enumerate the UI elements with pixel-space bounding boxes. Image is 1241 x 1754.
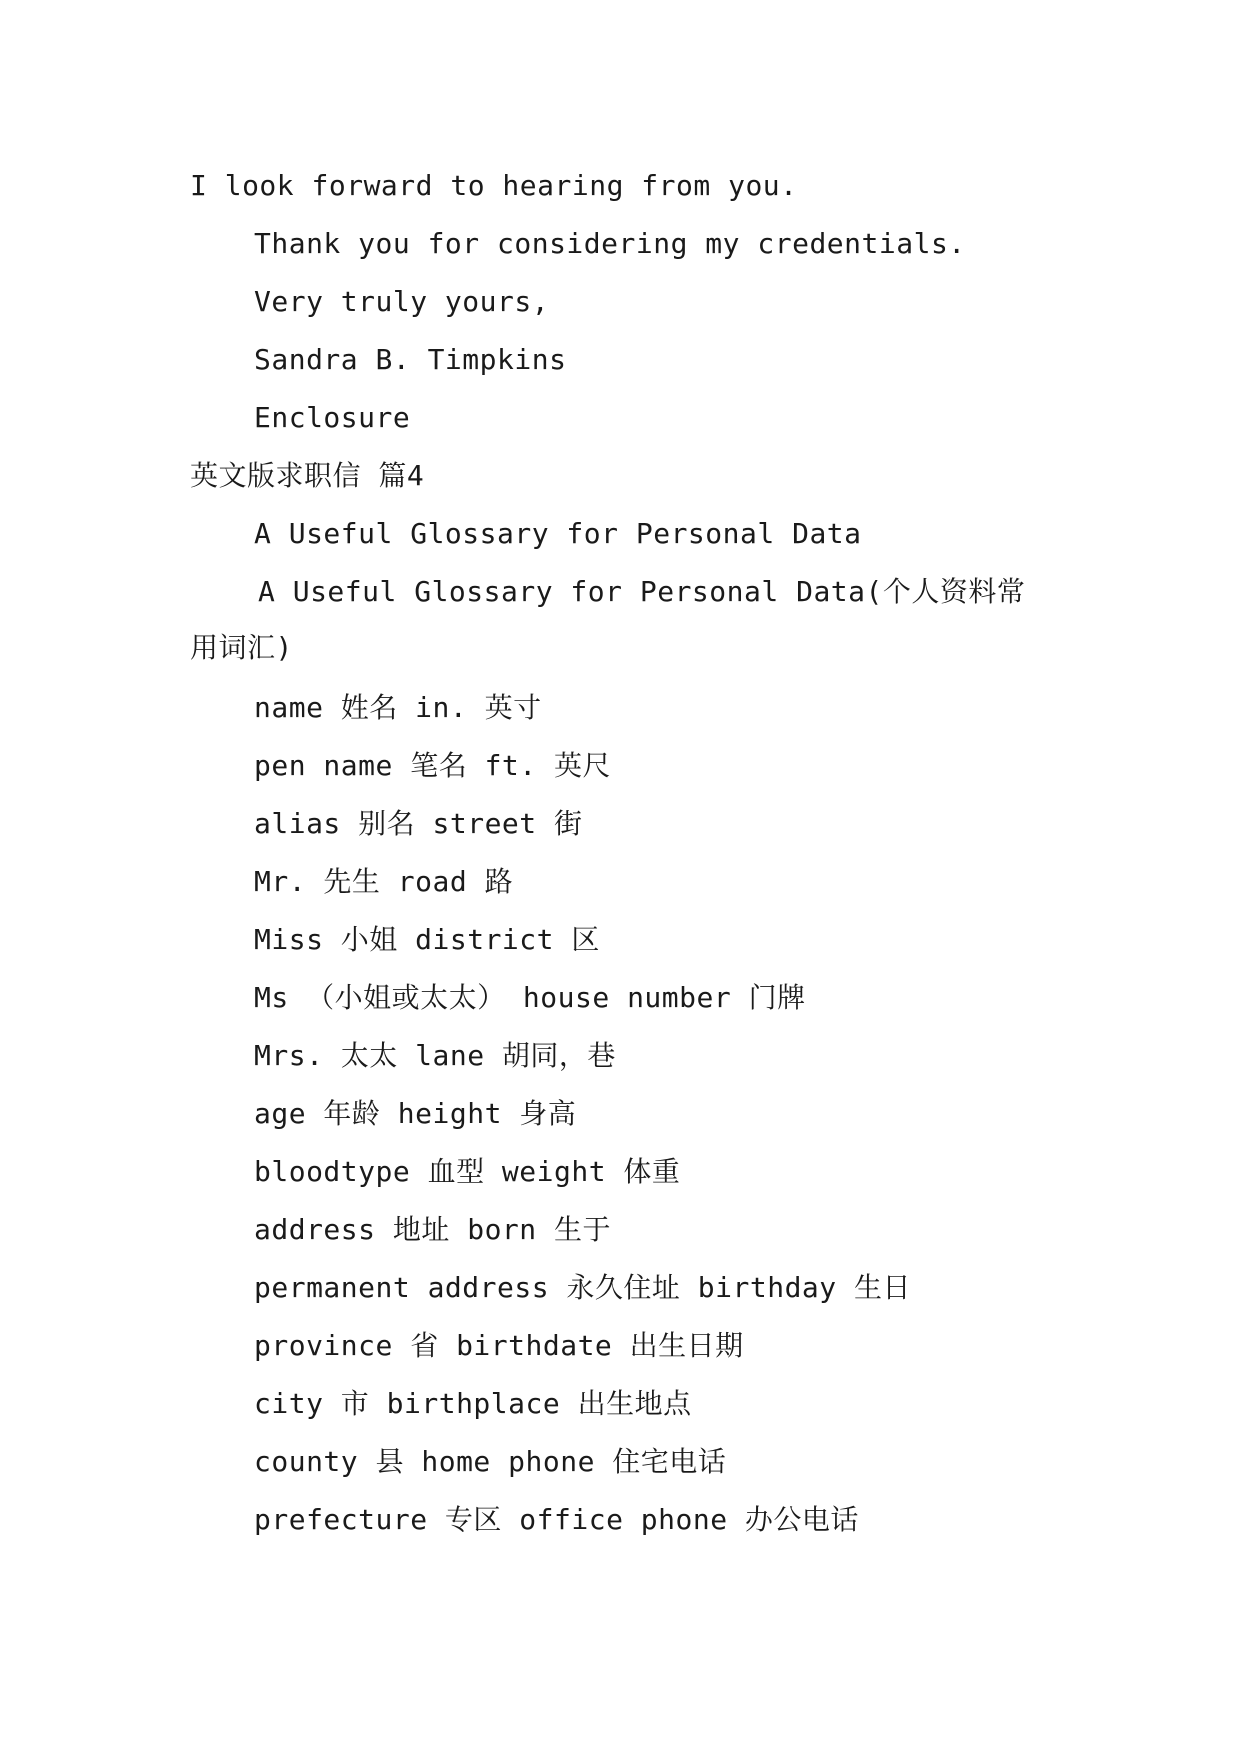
glossary-subtitle-line1: A Useful Glossary for Personal Data(个人资料常 [258,575,1026,608]
section-heading: 英文版求职信 篇4 [190,459,425,492]
closing-salutation: Very truly yours, [254,285,550,318]
glossary-entry: address 地址 born 生于 [254,1213,612,1246]
glossary-entry: pen name 笔名 ft. 英尺 [254,749,612,782]
glossary-title: A Useful Glossary for Personal Data [254,517,862,550]
glossary-entry: Ms （小姐或太太） house number 门牌 [254,981,806,1014]
glossary-entry: age 年龄 height 身高 [254,1097,577,1130]
glossary-entry: Miss 小姐 district 区 [254,923,600,956]
glossary-entry: province 省 birthdate 出生日期 [254,1329,744,1362]
closing-enclosure: Enclosure [254,401,411,434]
glossary-entry: city 市 birthplace 出生地点 [254,1387,692,1420]
closing-look-forward: I look forward to hearing from you. [190,169,798,202]
glossary-subtitle-line2: 用词汇) [190,631,293,664]
glossary-entry: permanent address 永久住址 birthday 生日 [254,1271,912,1304]
glossary-entry: alias 别名 street 街 [254,807,583,840]
glossary-entry: county 县 home phone 住宅电话 [254,1445,727,1478]
closing-thank-you: Thank you for considering my credentials. [254,227,966,260]
glossary-entry: bloodtype 血型 weight 体重 [254,1155,681,1188]
glossary-entry: Mrs. 太太 lane 胡同，巷 [254,1039,616,1072]
glossary-entry: name 姓名 in. 英寸 [254,691,542,724]
closing-signature: Sandra B. Timpkins [254,343,567,376]
glossary-entry: Mr. 先生 road 路 [254,865,514,898]
glossary-entry: prefecture 专区 office phone 办公电话 [254,1503,859,1536]
